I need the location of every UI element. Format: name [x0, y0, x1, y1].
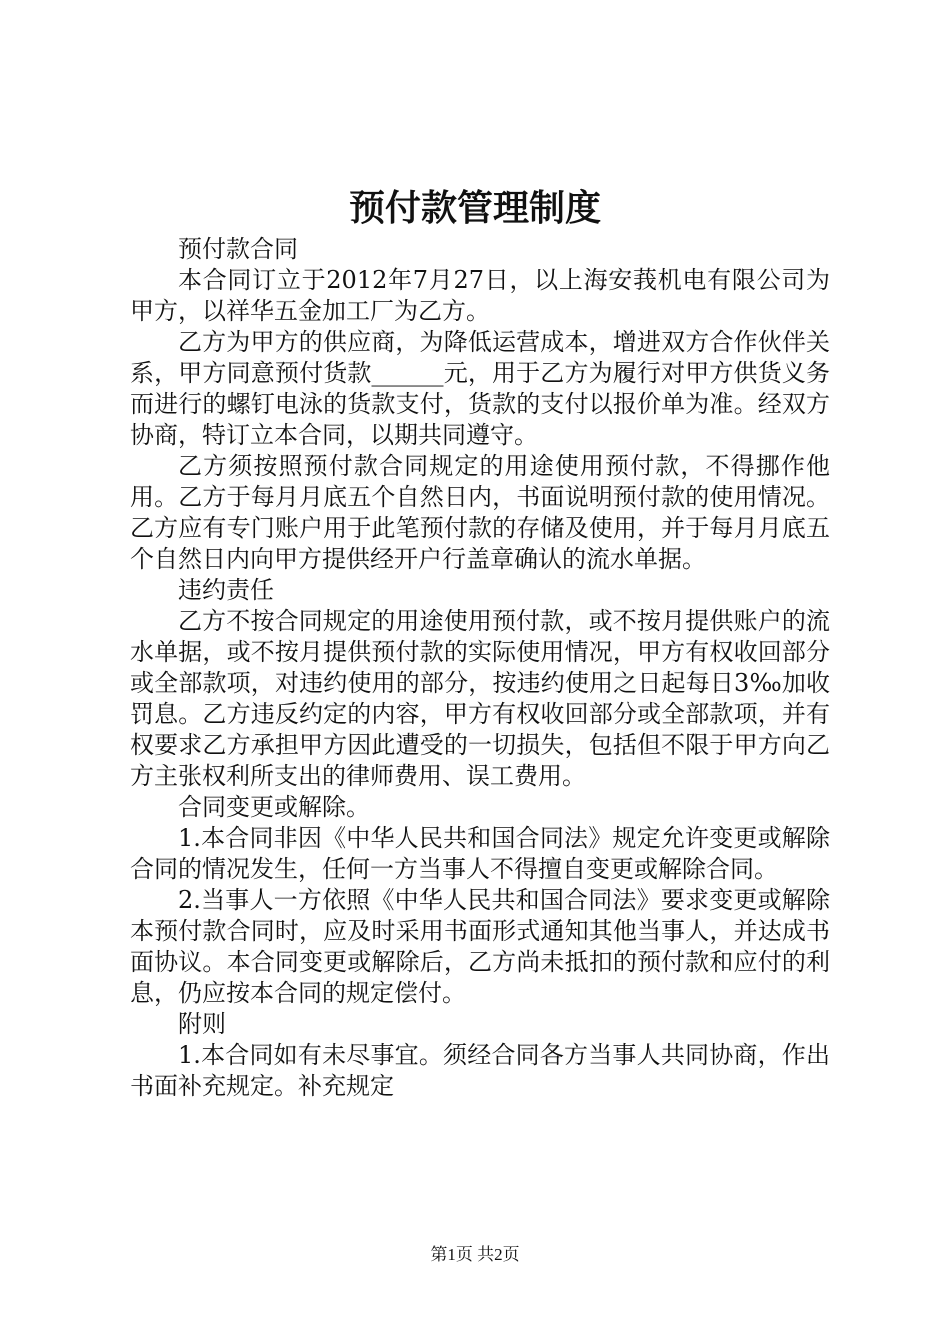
page-footer: 第1页 共2页	[430, 1245, 520, 1264]
paragraph-contract-parties: 本合同订立于2012年7月27日，以上海安莪机电有限公司为甲方，以祥华五金加工厂为乙方。	[130, 266, 830, 325]
paragraph-change-clause-2: 2.当事人一方依照《中华人民共和国合同法》要求变更或解除本预付款合同时，应及时采用书面形式通知其他当事人，并达成书面协议。本合同变更或解除后，乙方尚未抵扣的预付款和应付的利息，仍应按本合同的规定偿付。	[130, 886, 830, 1007]
section-heading-supplementary: 附则	[178, 1010, 226, 1038]
section-heading-prepayment-contract: 预付款合同	[178, 235, 298, 263]
paragraph-usage-rules: 乙方须按照预付款合同规定的用途使用预付款，不得挪作他用。乙方于每月月底五个自然日内，书面说明预付款的使用情况。乙方应有专门账户用于此笔预付款的存储及使用，并于每月月底五个自然日内向甲方提供经开户行盖章确认的流水单据。	[130, 452, 830, 573]
paragraph-breach-terms: 乙方不按合同规定的用途使用预付款，或不按月提供账户的流水单据，或不按月提供预付款的实际使用情况，甲方有权收回部分或全部款项，对违约使用的部分，按违约使用之日起每日3‰加收罚息。乙方违反约定的内容，甲方有权收回部分或全部款项，并有权要求乙方承担甲方因此遭受的一切损失，包括但不限于甲方向乙方主张权利所支出的律师费用、误工费用。	[130, 607, 830, 790]
section-heading-breach-liability: 违约责任	[178, 576, 274, 604]
paragraph-supplementary-clause-1: 1.本合同如有未尽事宜。须经合同各方当事人共同协商，作出书面补充规定。补充规定	[130, 1041, 830, 1100]
paragraph-change-clause-1: 1.本合同非因《中华人民共和国合同法》规定允许变更或解除合同的情况发生，任何一方当事人不得擅自变更或解除合同。	[130, 824, 830, 883]
paragraph-prepayment-amount: 乙方为甲方的供应商，为降低运营成本，增进双方合作伙伴关系，甲方同意预付货款______元，用于乙方为履行对甲方供货义务而进行的螺钉电泳的货款支付，货款的支付以报价单为准。经双方协商，特订立本合同，以期共同遵守。	[130, 328, 830, 449]
document-body	[130, 234, 830, 1102]
section-heading-change-termination: 合同变更或解除。	[178, 793, 370, 821]
document-title: 预付款管理制度	[348, 187, 601, 229]
